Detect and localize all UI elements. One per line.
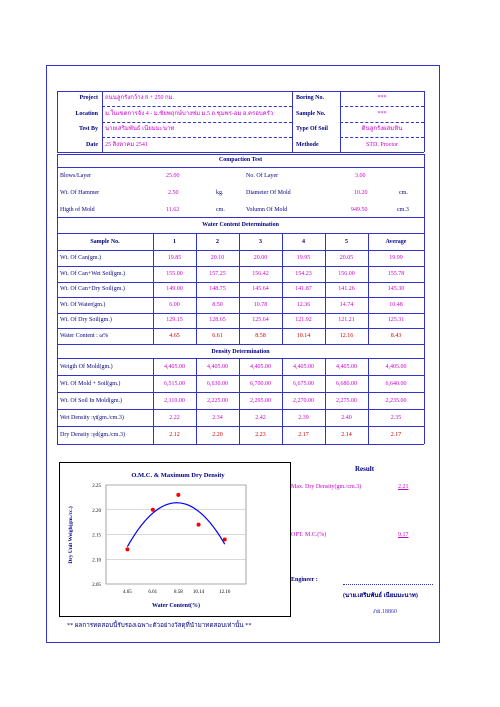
- sample-no-header: Sample No.: [90, 239, 120, 245]
- row-label: Water Content : ω%: [60, 332, 109, 339]
- table-cell: 128.65: [209, 317, 226, 323]
- header-dash-line: [102, 106, 292, 107]
- table-cell: 19.85: [167, 255, 182, 261]
- table-cell: 4,405.00: [336, 364, 357, 370]
- row-divider: [57, 250, 424, 251]
- sample-col-header: Average: [385, 239, 407, 245]
- testby-value: นายเสริมพันธ์ เนียมมะนาท: [105, 126, 175, 132]
- layers-label: No. Of Layer: [246, 173, 279, 179]
- chart-svg: [60, 463, 290, 616]
- signature-line: [343, 584, 433, 585]
- table-cell: 8.58: [255, 332, 266, 339]
- table-cell: 6,700.00: [250, 381, 271, 387]
- mold-height-unit: cm.: [216, 207, 225, 213]
- header-bottom-border: [57, 152, 424, 153]
- table-cell: 20.10: [210, 255, 225, 261]
- boring-label: Boring No.: [296, 95, 325, 101]
- row-divider: [57, 313, 424, 314]
- row-label: Wt. Of Can+Wet Soil(gm.): [60, 270, 126, 277]
- table-cell: 2.23: [255, 432, 266, 438]
- x-tick-label: 10.14: [192, 590, 205, 595]
- table-cell: 125.64: [252, 317, 269, 323]
- table-cell: 2,110.00: [164, 398, 185, 404]
- table-right-border: [424, 154, 425, 444]
- row-divider: [57, 266, 424, 267]
- table-cell: 2.17: [298, 432, 309, 438]
- engineer-label: Engineer :: [291, 577, 318, 583]
- compaction-chart: [59, 462, 291, 617]
- soiltype-value: ดินลูกรังผสมหิน: [361, 126, 403, 132]
- table-cell: 2,235.00: [385, 398, 407, 404]
- y-tick-label: 2.20: [92, 508, 101, 514]
- table-cell: 155.78: [387, 270, 405, 277]
- table-cell: 2,275.00: [336, 398, 357, 404]
- table-cell: 2.35: [390, 415, 402, 421]
- sample-label: Sample No.: [296, 111, 326, 117]
- blows-value: 25.00: [166, 173, 180, 179]
- mdd-label: Max. Dry Density(gm./cm.3): [291, 484, 362, 490]
- x-tick-label: 8.58: [173, 590, 183, 595]
- volume-value: 949.50: [351, 207, 368, 213]
- table-cell: 8.50: [212, 301, 223, 308]
- table-cell: 6,515.00: [164, 381, 185, 387]
- header-top-border: [57, 91, 424, 92]
- row-label: Dry Density :γd(gm./cm.3): [60, 432, 125, 438]
- location-value: ม.ในเขตการจัง 4 - ม.ชัยพฤกษ์บางซ่ม ม.5 ถ.ชุมพร-อม อ.ครอบครัว: [105, 111, 274, 117]
- sample-col-header: 1: [173, 239, 176, 245]
- table-cell: 4,405.00: [293, 364, 314, 370]
- table-cell: 6,675.00: [293, 381, 314, 387]
- table-cell: 2.17: [390, 432, 402, 438]
- table-cell: 10.48: [389, 301, 403, 308]
- table-cell: 145.64: [252, 286, 269, 292]
- header-dash-line: [102, 137, 292, 138]
- chart-title: O.M.C. & Maximum Dry Density: [131, 472, 225, 479]
- table-cell: 10.14: [296, 332, 311, 339]
- y-tick-label: 2.05: [92, 583, 101, 588]
- table-cell: 4,405.00: [250, 364, 271, 370]
- table-cell: 2.22: [169, 415, 180, 421]
- sample-col-header: 3: [259, 239, 262, 245]
- section-divider: [57, 344, 424, 345]
- row-label: Wet Density :γt(gm./cm.3): [60, 415, 124, 421]
- boring-value: ***: [377, 95, 387, 101]
- data-point: [223, 537, 227, 541]
- table-cell: 12.36: [296, 301, 311, 308]
- table-cell: 2.14: [341, 432, 352, 438]
- table-cell: 2,295.00: [250, 398, 271, 404]
- data-point: [125, 547, 129, 551]
- fit-curve: [127, 503, 224, 547]
- row-divider: [57, 282, 424, 283]
- table-cell: 149.00: [166, 286, 183, 292]
- compaction-title: Compaction Test: [218, 157, 263, 163]
- date-label: Date: [86, 142, 98, 148]
- volume-label: Volumn Of Mold: [246, 207, 288, 213]
- y-tick-label: 2.25: [92, 484, 101, 489]
- hammer-label: Wt. Of Hammer: [60, 190, 100, 196]
- row-divider: [57, 392, 424, 393]
- y-axis-label: Dry Unit Weigh(gm./cc.): [68, 506, 74, 564]
- y-tick-label: 2.15: [92, 533, 101, 539]
- table-cell: 4,405.00: [385, 364, 407, 370]
- table-cell: 2.34: [212, 415, 223, 421]
- table-cell: 8.43: [390, 332, 402, 339]
- omc-label: OPT. M.C.(%): [291, 532, 327, 538]
- table-left-border: [57, 154, 58, 444]
- mold-height-value: 11.62: [166, 207, 180, 213]
- row-label: Wt. Of Mold + Soil(gm.): [60, 381, 121, 387]
- table-cell: 145.30: [387, 286, 405, 292]
- diameter-value: 10.20: [354, 190, 368, 196]
- table-cell: 14.74: [339, 301, 354, 308]
- date-value: 25 สิงหาคม 2541: [105, 142, 148, 148]
- x-tick-label: 12.16: [219, 590, 231, 595]
- data-point: [197, 523, 201, 527]
- row-divider: [57, 375, 424, 376]
- table-cell: 4,405.00: [164, 364, 185, 370]
- hammer-unit: kg.: [216, 190, 224, 196]
- table-cell: 12.16: [339, 332, 354, 339]
- table-cell: 154.23: [295, 270, 312, 277]
- project-label: Project: [79, 95, 98, 101]
- data-point: [151, 508, 155, 512]
- section-divider: [57, 358, 424, 359]
- row-label: Wt. Of Water(gm.): [60, 301, 106, 308]
- mold-height-label: Higth of Mold: [60, 207, 95, 213]
- data-point: [176, 493, 180, 497]
- diameter-label: Diameter Of Mold: [246, 190, 291, 196]
- header-right-border: [424, 91, 425, 152]
- table-cell: 6,680.00: [336, 381, 357, 387]
- water-title: Water Content Determination: [202, 222, 279, 228]
- omc-value: 9.17: [398, 532, 409, 538]
- row-divider: [57, 297, 424, 298]
- table-cell: 20.05: [339, 255, 354, 261]
- engineer-code: ภย.18860: [373, 609, 397, 615]
- location-label: Location: [75, 111, 98, 117]
- row-divider: [57, 426, 424, 427]
- header-divider: [292, 91, 293, 152]
- table-cell: 6,630.00: [207, 381, 228, 387]
- table-cell: 2.39: [298, 415, 309, 421]
- sample-value: ***: [377, 111, 387, 117]
- hammer-value: 2.50: [168, 190, 179, 196]
- table-cell: 2.12: [169, 432, 180, 438]
- header-dash-line: [102, 122, 292, 123]
- sample-col-header: 5: [345, 239, 348, 245]
- table-cell: 4.65: [169, 332, 180, 339]
- result-title: Result: [355, 465, 375, 473]
- table-top-border: [57, 154, 424, 155]
- method-label: Methode: [296, 142, 319, 148]
- table-cell: 141.87: [295, 286, 312, 292]
- diameter-unit: cm.: [399, 190, 408, 196]
- table-cell: 19.99: [389, 255, 403, 261]
- x-tick-label: 6.61: [148, 590, 158, 595]
- x-axis-label: Water Content(%): [151, 603, 201, 609]
- y-tick-label: 2.10: [92, 558, 101, 564]
- density-title: Density Determination: [211, 349, 270, 355]
- engineer-name: (นาย.เสริมพันธ์ เนียมมะนาท): [343, 593, 418, 599]
- table-cell: 125.31: [387, 317, 405, 323]
- table-cell: 2,225.00: [207, 398, 228, 404]
- table-cell: 121.21: [338, 317, 355, 323]
- testby-label: Test By: [79, 126, 98, 132]
- row-label: Wt. Of Dry Soil(gm.): [60, 317, 112, 323]
- table-cell: 20.00: [253, 255, 268, 261]
- row-label: Weigth Of Mold(gm.): [60, 364, 113, 370]
- table-cell: 6,640.00: [385, 381, 407, 387]
- table-cell: 4,405.00: [207, 364, 228, 370]
- sample-col-header: 4: [302, 239, 305, 245]
- footnote: ** ผลการทดสอบนี้รับรองเฉพาะตัวอย่างวัสดุที่นำมาทดสอบเท่านั้น **: [67, 622, 252, 629]
- x-tick-label: 4.65: [123, 590, 132, 595]
- soiltype-label: Type Of Soil: [296, 126, 328, 132]
- table-cell: 156.00: [338, 270, 355, 277]
- row-label: Wt. Of Can+Dry Soil(gm.): [60, 286, 125, 292]
- row-label: Wt. Of Can(gm.): [60, 255, 101, 261]
- sample-col-header: 2: [216, 239, 219, 245]
- method-value: STD. Proctor: [366, 142, 398, 148]
- header-dash-line: [340, 137, 424, 138]
- table-cell: 148.75: [209, 286, 226, 292]
- table-cell: 10.78: [253, 301, 268, 308]
- table-cell: 2.40: [341, 415, 352, 421]
- table-cell: 156.42: [252, 270, 269, 277]
- table-cell: 2.20: [212, 432, 223, 438]
- project-value: ถนนลูกรังกว้าง 8 + 250 กม.: [105, 95, 175, 101]
- row-divider: [57, 328, 424, 329]
- row-label: Wt. Of Soil In Mold(gm.): [60, 398, 122, 404]
- table-bottom-border: [57, 444, 424, 445]
- table-cell: 141.26: [338, 286, 355, 292]
- table-cell: 6.00: [169, 301, 180, 308]
- section-divider: [57, 217, 424, 218]
- table-cell: 6.61: [212, 332, 223, 339]
- header-dash-line: [340, 122, 424, 123]
- header-dash-line: [340, 106, 424, 107]
- section-divider: [57, 167, 424, 168]
- volume-unit: cm.3: [397, 207, 409, 213]
- table-cell: 2,270.00: [293, 398, 314, 404]
- table-cell: 19.95: [296, 255, 311, 261]
- table-cell: 121.92: [295, 317, 312, 323]
- table-cell: 157.25: [209, 270, 226, 277]
- table-cell: 2.42: [255, 415, 266, 421]
- blows-label: Blows/Layer: [60, 173, 91, 179]
- table-cell: 129.15: [166, 317, 183, 323]
- mdd-value: 2.21: [398, 484, 409, 490]
- row-divider: [57, 409, 424, 410]
- table-cell: 155.00: [166, 270, 183, 277]
- layers-value: 3.00: [355, 173, 366, 179]
